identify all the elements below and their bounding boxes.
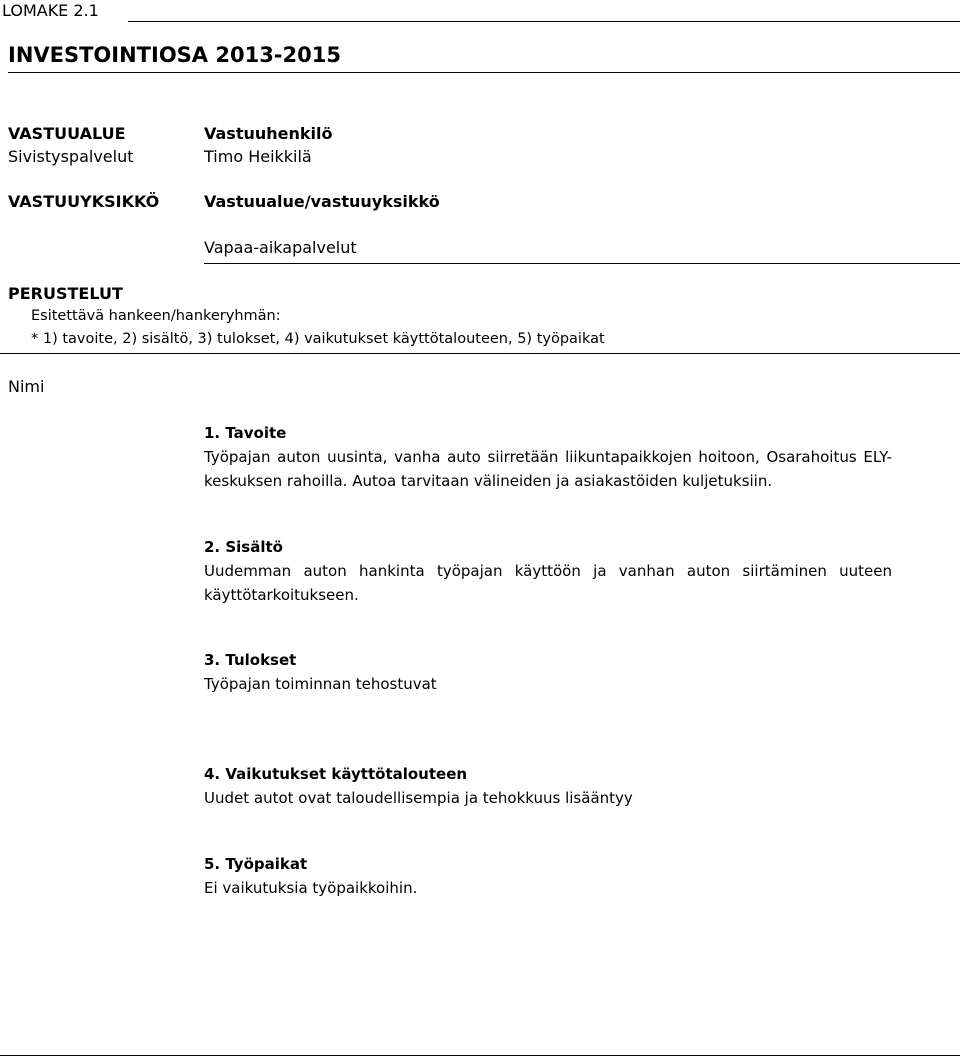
section-title: 1. Tavoite [204,424,287,442]
nimi-label: Nimi [8,377,45,396]
form-label: LOMAKE 2.1 [2,1,99,20]
section-tulokset [204,648,892,696]
section-title: 5. Työpaikat [204,855,308,873]
section-title: 4. Vaikutukset käyttötalouteen [204,765,468,783]
vastuualue-value: Sivistyspalvelut [8,147,134,166]
title-divider [8,72,960,73]
bottom-divider [0,1055,960,1056]
header-divider [204,263,960,264]
section-title: 3. Tulokset [204,651,297,669]
section-tyopaikat [204,852,892,900]
section-title: 2. Sisältö [204,538,283,556]
section-tavoite [204,421,892,493]
page-title: INVESTOINTIOSA 2013-2015 [8,43,341,67]
top-divider [128,21,960,22]
section-text: Uudemman auton hankinta työpajan käyttöön ja vanhan auton siirtäminen uuteen käyttötarkoitukseen. [204,562,892,604]
vastuualue-label: VASTUUALUE [8,124,126,143]
vastuuhenkilo-label: Vastuuhenkilö [204,124,333,143]
section-text: Työpajan auton uusinta, vanha auto siirretään liikuntapaikkojen hoitoon, Osarahoitus ELY- keskuksen rahoilla. Autoa tarvitaan välineiden ja asiakastöiden kuljetuksiin. [204,448,892,490]
perustelut-line-2: * 1) tavoite, 2) sisältö, 3) tulokset, 4) vaikutukset käyttötalouteen, 5) työpaikat [31,331,605,347]
perustelut-divider [0,353,960,354]
section-text: Ei vaikutuksia työpaikkoihin. [204,879,418,897]
perustelut-heading: PERUSTELUT [8,284,123,303]
vastuualue-yksikko-value: Vapaa-aikapalvelut [204,238,357,257]
vastuuyksikko-label: VASTUUYKSIKKÖ [8,192,160,211]
section-sisalto [204,535,892,607]
perustelut-line-1: Esitettävä hankeen/hankeryhmän: [31,308,281,324]
vastuuhenkilo-value: Timo Heikkilä [204,147,312,166]
section-text: Uudet autot ovat taloudellisempia ja tehokkuus lisääntyy [204,789,633,807]
section-text: Työpajan toiminnan tehostuvat [204,675,437,693]
section-vaikutukset [204,762,892,810]
vastuualue-yksikko-label: Vastuualue/vastuuyksikkö [204,192,440,211]
